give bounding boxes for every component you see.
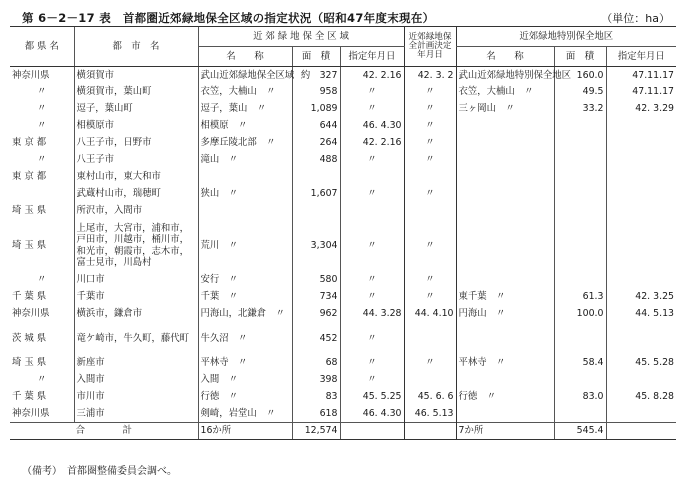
header-name: 名 称 [198,47,292,67]
row-area: 3,304 [292,220,340,272]
row-area: 1,089 [292,101,340,118]
header-city: 都 市 名 [74,27,198,67]
table-row [10,186,676,203]
row-special-name: 三ヶ岡山 〃 [456,101,554,118]
row-zone-name: 行徳 〃 [198,389,292,406]
row-special-area [554,323,606,355]
row-date: 46. 4.30 [340,118,404,135]
row-city: 相模原市 [74,118,198,135]
table-row [10,272,676,289]
row-zone-name: 武山近郊緑地保全区域 [198,67,292,84]
row-special-name: 衣笠，大楠山 〃 [456,84,554,101]
row-zone-name [198,203,292,220]
row-zone-name: 衣笠，大楠山 〃 [198,84,292,101]
row-special-name [456,203,554,220]
row-special-date [606,272,676,289]
row-city: 東村山市，東大和市 [74,169,198,186]
row-zone-name [198,169,292,186]
row-date: 〃 [340,323,404,355]
row-date [340,203,404,220]
row-plan-date: 〃 [404,220,456,272]
row-special-date: 47.11.17 [606,67,676,84]
row-special-area [554,186,606,203]
row-pref: 東 京 都 [12,171,47,183]
table-row [10,306,676,323]
total-blank [404,423,456,440]
row-special-name [456,152,554,169]
row-special-date [606,323,676,355]
row-date: 44. 3.28 [340,306,404,323]
row-special-date: 42. 3.29 [606,101,676,118]
header-special-date: 指定年月日 [606,47,676,67]
table-row [10,406,676,423]
row-special-area [554,406,606,423]
total-row [10,423,676,440]
header-pref: 都 県 名 [10,27,74,67]
footnote: （備考） 首都圏整備委員会調べ。 [22,466,177,477]
total-special-area: 545.4 [554,423,606,440]
unit-label: （単位：ha） [601,12,670,25]
row-special-area [554,118,606,135]
row-date: 〃 [340,220,404,272]
row-plan-date: 〃 [404,84,456,101]
row-date [340,169,404,186]
row-plan-date: 〃 [404,289,456,306]
row-zone-name: 狭山 〃 [198,186,292,203]
row-city: 千葉市 [74,289,198,306]
row-pref: 〃 [37,86,47,98]
row-pref: 茨 城 県 [12,332,47,344]
table-row [10,118,676,135]
table-row [10,152,676,169]
row-area: 68 [292,355,340,372]
row-plan-date [404,323,456,355]
row-city: 武蔵村山市，瑞穂町 [74,186,198,203]
table-title: 第 6－2－17 表 首都圏近郊緑地保全区域の指定状況（昭和47年度末現在） [22,11,435,25]
header-special-group: 近郊緑地特別保全地区 [456,27,676,47]
row-special-area: 61.3 [554,289,606,306]
row-city: 八王子市，日野市 [74,135,198,152]
row-special-name [456,186,554,203]
total-zone-count: 16か所 [198,423,292,440]
total-blank [340,423,404,440]
row-zone-name: 千葉 〃 [198,289,292,306]
row-special-area: 49.5 [554,84,606,101]
total-area: 12,574 [292,423,340,440]
row-pref: 〃 [37,120,47,132]
row-special-area [554,203,606,220]
header-plan-date: 近郊緑地保全計画決定年月日 [404,27,456,67]
row-area: 618 [292,406,340,423]
row-zone-name: 安行 〃 [198,272,292,289]
row-zone-name: 滝山 〃 [198,152,292,169]
row-area: 452 [292,323,340,355]
row-city: 逗子，葉山町 [74,101,198,118]
row-pref: 神奈川県 [12,308,50,320]
row-date: 〃 [340,186,404,203]
row-plan-date: 44. 4.10 [404,306,456,323]
row-pref: 〃 [37,154,47,166]
row-special-date [606,203,676,220]
row-special-area [554,152,606,169]
row-pref: 埼 玉 県 [12,205,47,217]
row-special-area: 33.2 [554,101,606,118]
row-area: 1,607 [292,186,340,203]
row-date: 45. 5.25 [340,389,404,406]
row-special-name [456,406,554,423]
row-special-name: 円海山 〃 [456,306,554,323]
row-area: 958 [292,84,340,101]
total-special-count: 7か所 [456,423,554,440]
row-city: 川口市 [74,272,198,289]
row-city: 横須賀市，葉山町 [74,84,198,101]
row-pref: 埼 玉 県 [12,239,47,251]
row-zone-name: 円海山，北鎌倉 〃 [198,306,292,323]
row-special-name [456,272,554,289]
row-plan-date [404,203,456,220]
row-special-area [554,220,606,272]
row-date: 42. 2.16 [340,67,404,84]
row-special-name [456,118,554,135]
row-pref: 東 京 都 [12,137,47,149]
row-pref: 〃 [37,103,47,115]
total-blank [606,423,676,440]
table-row [10,101,676,118]
row-city: 新座市 [74,355,198,372]
row-special-area: 58.4 [554,355,606,372]
row-date: 〃 [340,272,404,289]
row-special-date: 44. 5.13 [606,306,676,323]
row-city: 竜ケ崎市，牛久町，藤代町 [74,323,198,355]
row-special-area: 83.0 [554,389,606,406]
row-city: 三浦市 [74,406,198,423]
table-row [10,203,676,220]
row-special-area: 100.0 [554,306,606,323]
row-special-date [606,169,676,186]
row-area [292,169,340,186]
row-date: 〃 [340,289,404,306]
row-special-area [554,272,606,289]
row-special-area [554,372,606,389]
row-plan-date [404,372,456,389]
row-date: 〃 [340,372,404,389]
green-zone-table [10,26,676,440]
row-zone-name: 多摩丘陵北部 〃 [198,135,292,152]
row-zone-name: 剣崎，岩堂山 〃 [198,406,292,423]
total-label: 合 計 [10,423,198,440]
row-plan-date: 〃 [404,152,456,169]
row-special-date [606,118,676,135]
row-zone-name: 牛久沼 〃 [198,323,292,355]
table-row [10,220,676,272]
row-special-area [554,135,606,152]
header-special-name: 名 称 [456,47,554,67]
header-special-area: 面 積 [554,47,606,67]
row-special-name [456,372,554,389]
row-special-name: 武山近郊緑地特別保全地区 [456,67,554,84]
row-special-area: 160.0 [554,67,606,84]
row-area: 962 [292,306,340,323]
row-area: 734 [292,289,340,306]
row-city: 八王子市 [74,152,198,169]
row-zone-name: 平林寺 〃 [198,355,292,372]
row-area: 398 [292,372,340,389]
header-area: 面 積 [292,47,340,67]
row-pref: 千 葉 県 [12,291,47,303]
row-date: 〃 [340,355,404,372]
row-city: 横浜市，鎌倉市 [74,306,198,323]
row-date: 46. 4.30 [340,406,404,423]
row-special-date [606,186,676,203]
row-date: 〃 [340,84,404,101]
row-plan-date [404,169,456,186]
row-special-date [606,372,676,389]
row-plan-date: 〃 [404,135,456,152]
row-area [292,203,340,220]
row-date: 〃 [340,101,404,118]
row-plan-date: 〃 [404,101,456,118]
row-pref: 〃 [37,274,47,286]
row-special-area [554,169,606,186]
row-pref: 〃 [37,374,47,386]
row-city: 所沢市，入間市 [74,203,198,220]
row-special-name: 行徳 〃 [456,389,554,406]
row-date: 〃 [340,152,404,169]
row-pref: 神奈川県 [12,69,50,81]
row-plan-date: 〃 [404,355,456,372]
row-city: 上尾市，大宮市，浦和市，戸田市，川越市，桶川市，和光市，朝霞市，志木市，富士見市，川島村 [74,220,198,272]
row-city: 市川市 [74,389,198,406]
row-pref: 千 葉 県 [12,391,47,403]
row-special-date [606,152,676,169]
row-zone-name: 入間 〃 [198,372,292,389]
row-plan-date: 〃 [404,186,456,203]
table-row [10,169,676,186]
table-row [10,84,676,101]
row-special-name [456,169,554,186]
row-pref: 埼 玉 県 [12,357,47,369]
row-special-date [606,406,676,423]
row-city: 入間市 [74,372,198,389]
row-zone-name: 相模原 〃 [198,118,292,135]
table-row [10,67,676,84]
table-row [10,355,676,372]
row-city: 横須賀市 [74,67,198,84]
table-row [10,289,676,306]
table-row [10,135,676,152]
row-plan-date: 42. 3. 2 [404,67,456,84]
row-zone-name: 逗子，葉山 〃 [198,101,292,118]
table-row [10,389,676,406]
row-special-name [456,135,554,152]
row-special-date: 47.11.17 [606,84,676,101]
row-special-name [456,220,554,272]
table-row [10,372,676,389]
row-zone-name: 荒川 〃 [198,220,292,272]
row-area: 264 [292,135,340,152]
row-special-name: 平林寺 〃 [456,355,554,372]
row-pref: 神奈川県 [12,408,50,420]
row-plan-date: 45. 6. 6 [404,389,456,406]
table-row [10,323,676,355]
row-plan-date: 〃 [404,118,456,135]
row-special-date: 45. 8.28 [606,389,676,406]
header-zone-group: 近 郊 緑 地 保 全 区 域 [198,27,404,47]
row-special-date [606,220,676,272]
row-area: 83 [292,389,340,406]
row-date: 42. 2.16 [340,135,404,152]
row-plan-date: 46. 5.13 [404,406,456,423]
row-area: 約 327 [292,67,340,84]
row-pref [10,186,74,203]
row-area: 488 [292,152,340,169]
header-date: 指定年月日 [340,47,404,67]
row-plan-date: 〃 [404,272,456,289]
row-special-date: 42. 3.25 [606,289,676,306]
row-special-date: 45. 5.28 [606,355,676,372]
row-special-date [606,135,676,152]
row-area: 644 [292,118,340,135]
row-special-name [456,323,554,355]
row-area: 580 [292,272,340,289]
row-special-name: 東千葉 〃 [456,289,554,306]
